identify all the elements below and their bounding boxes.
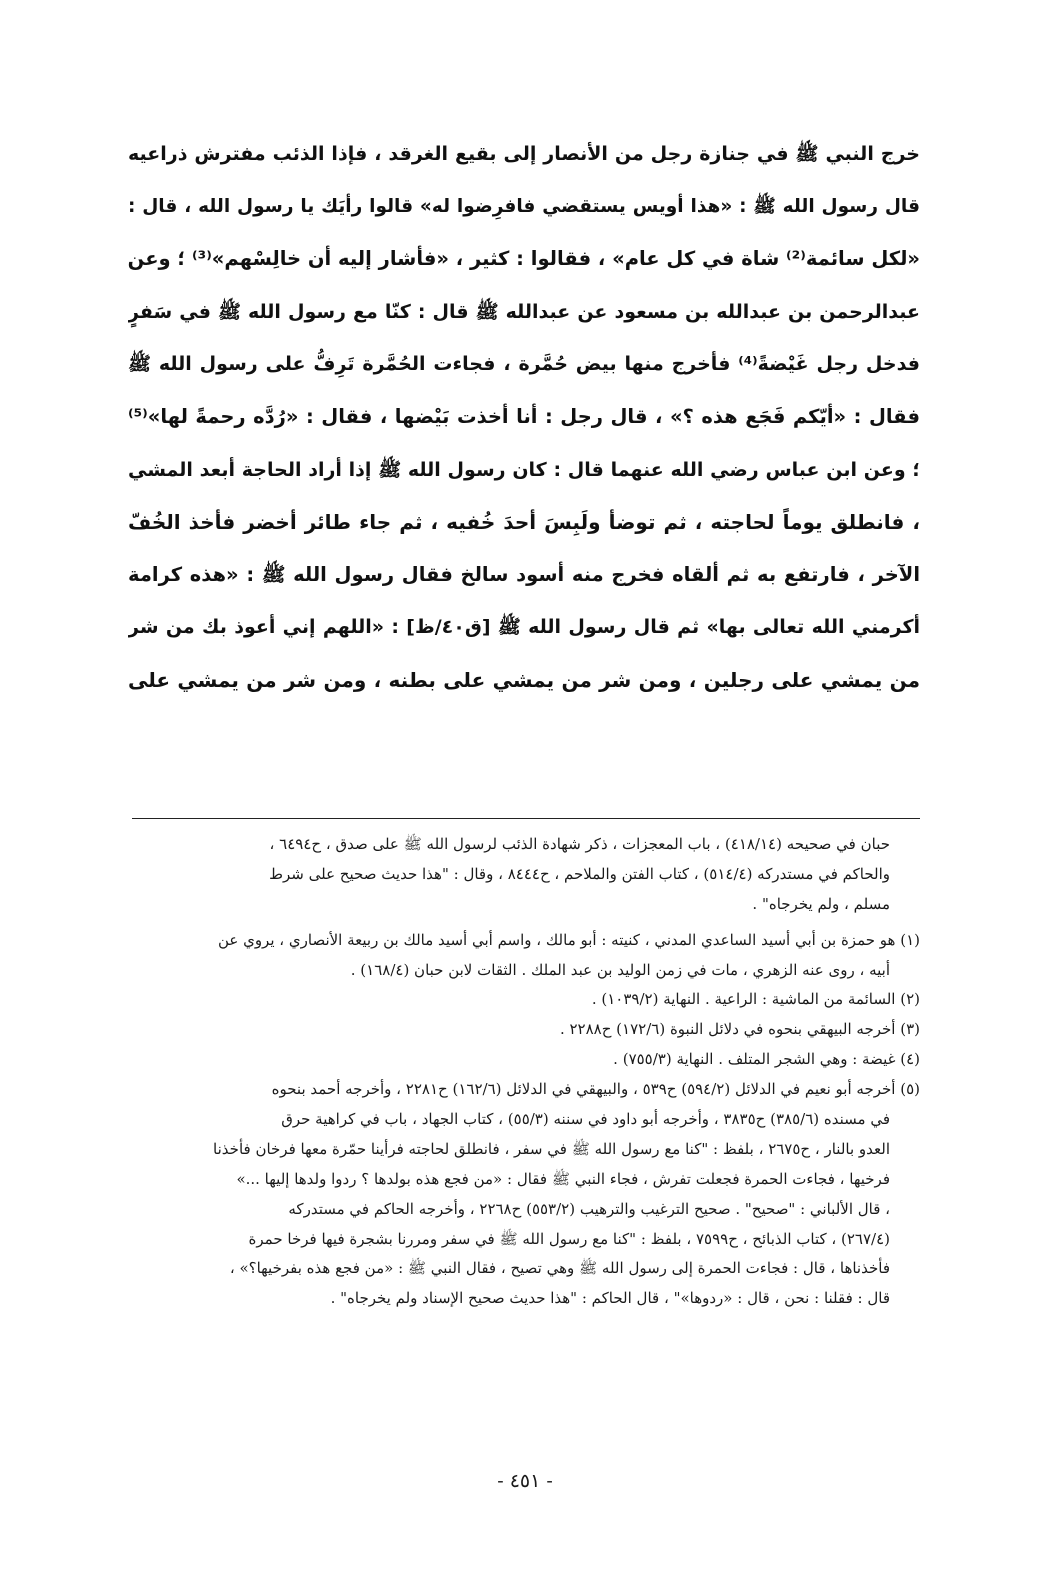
main-text-line: أكرمني الله تعالى بها» ثم قال رسول الله ﷺ [ق٤٠/ظ] : «اللهم إني أعوذ بك من شر — [128, 616, 920, 639]
footnote-5-continuation: فرخيها ، فجاءت الحمرة فجعلت تفرش ، فجاء النبي ﷺ فقال : «من فجع هذه بولدها ؟ ردوا ولدها إليها ...» — [236, 1169, 890, 1188]
footnote-2: (٢) السائمة من الماشية : الراعية . النهاية (١٠٣٩/٢) . — [591, 990, 920, 1009]
main-text-line: قال رسول الله ﷺ : «هذا أويس يستقضي فافرِضوا له» قالوا رأيَك يا رسول الله ، قال : — [128, 195, 920, 217]
main-text-line: فدخل رجل غَيْضةً⁽⁴⁾ فأخرج منها بيض حُمَّرة ، فجاءت الحُمَّرة تَرِفُّ على رسول الله ﷺ — [128, 353, 920, 376]
page-number: - ٤٥١ - — [497, 1470, 553, 1492]
main-text-line: عبدالرحمن بن عبدالله بن مسعود عن عبدالله ﷺ قال : كنّا مع رسول الله ﷺ في سَفرٍ — [128, 300, 920, 323]
footnote-5-continuation: فأخذناها ، قال : فجاءت الحمرة إلى رسول الله ﷺ وهي تصيح ، فقال النبي ﷺ : «من فجع هذه بفرخيها؟» ، — [229, 1259, 890, 1278]
main-text-line: الآخر ، فارتفع به ثم ألقاه فخرج منه أسود سالخ فقال رسول الله ﷺ : «هذه كرامة — [128, 562, 920, 586]
footnotes-block — [128, 830, 920, 1314]
main-text-line: خرج النبي ﷺ في جنازة رجل من الأنصار إلى بقيع الغرقد ، فإذا الذئب مفترش ذراعيه — [128, 143, 920, 165]
footnote-3: (٣) أخرجه البيهقي بنحوه في دلائل النبوة (١٧٢/٦) ح٢٢٨٨ . — [559, 1020, 920, 1039]
footnote-continuation-line: والحاكم في مستدركه (٥١٤/٤) ، كتاب الفتن والملاحم ، ح٨٤٤٤ ، وقال : "هذا حديث صحيح على شرط — [269, 864, 890, 883]
main-text-line: ؛ وعن ابن عباس رضي الله عنهما قال : كان رسول الله ﷺ إذا أراد الحاجة أبعد المشي — [128, 458, 920, 481]
footnote-separator — [132, 818, 920, 819]
main-text-block — [128, 128, 920, 707]
footnote-5-continuation: (٢٦٧/٤) ، كتاب الذبائح ، ح٧٥٩٩ ، بلفظ : "كنا مع رسول الله ﷺ في سفر ومررنا بشجرة فيها فرخا حمرة — [248, 1229, 890, 1248]
footnote-1-continuation: أبيه ، روى عنه الزهري ، مات في زمن الوليد بن عبد الملك . الثقات لابن حبان (١٦٨/٤) . — [350, 960, 890, 979]
footnote-5-continuation: في مسنده (٣٨٥/٦) ح٣٨٣٥ ، وأخرجه أبو داود في سننه (٥٥/٣) ، كتاب الجهاد ، باب في كراهية حرق — [281, 1110, 890, 1129]
footnote-5-continuation: قال : فقلنا : نحن ، قال : «ردوها»" ، قال الحاكم : "هذا حديث صحيح الإسناد ولم يخرجاه" . — [330, 1289, 890, 1308]
main-text-line: فقال : «أيّكم فَجَع هذه ؟» ، قال رجل : أنا أخذت بَيْضها ، فقال : «رُدَّه رحمةً لها»⁽⁵⁾ — [128, 404, 920, 428]
footnote-continuation-line: مسلم ، ولم يخرجاه" . — [752, 894, 890, 913]
footnote-5-continuation: العدو بالنار ، ح٢٦٧٥ ، بلفظ : "كنا مع رسول الله ﷺ في سفر ، فانطلق لحاجته فرأينا حمّرة معها فرخان فأخذنا — [213, 1139, 890, 1158]
main-text-line: من يمشي على رجلين ، ومن شر من يمشي على بطنه ، ومن شر من يمشي على — [128, 667, 920, 692]
footnote-1: (١) هو حمزة بن أبي أسيد الساعدي المدني ، كنيته : أبو مالك ، واسم أبي أسيد مالك بن ربيعة الأنصاري ، يروي عن — [217, 930, 920, 949]
footnote-continuation-line: حبان في صحيحه (٤١٨/١٤) ، باب المعجزات ، ذكر شهادة الذئب لرسول الله ﷺ على صدق ، ح٦٤٩٤ ، — [269, 835, 890, 853]
footnote-4: (٤) غيضة : وهي الشجر المتلف . النهاية (٧٥٥/٣) . — [613, 1050, 920, 1069]
main-text-line: ، فانطلق يوماً لحاجته ، ثم توضأ ولَبِسَ أحدَ خُفيه ، ثم جاء طائر أخضر فأخذ الخُفّ — [128, 510, 920, 535]
footnote-5: (٥) أخرجه أبو نعيم في الدلائل (٥٩٤/٢) ح٥٣٩ ، والبيهقي في الدلائل (١٦٢/٦) ح٢٢٨١ ، وأخرجه أحمد بنحوه — [271, 1080, 920, 1099]
footnote-5-continuation: ، قال الألباني : "صحيح" . صحيح الترغيب والترهيب (٥٥٣/٢) ح٢٢٦٨ ، وأخرجه الحاكم في مستدركه — [288, 1199, 890, 1218]
main-text-line: «لكل سائمة⁽²⁾ شاة في كل عام» ، فقالوا : كثير ، «فأشار إليه أن خالِسْهم»⁽³⁾ ؛ وعن — [128, 247, 920, 271]
